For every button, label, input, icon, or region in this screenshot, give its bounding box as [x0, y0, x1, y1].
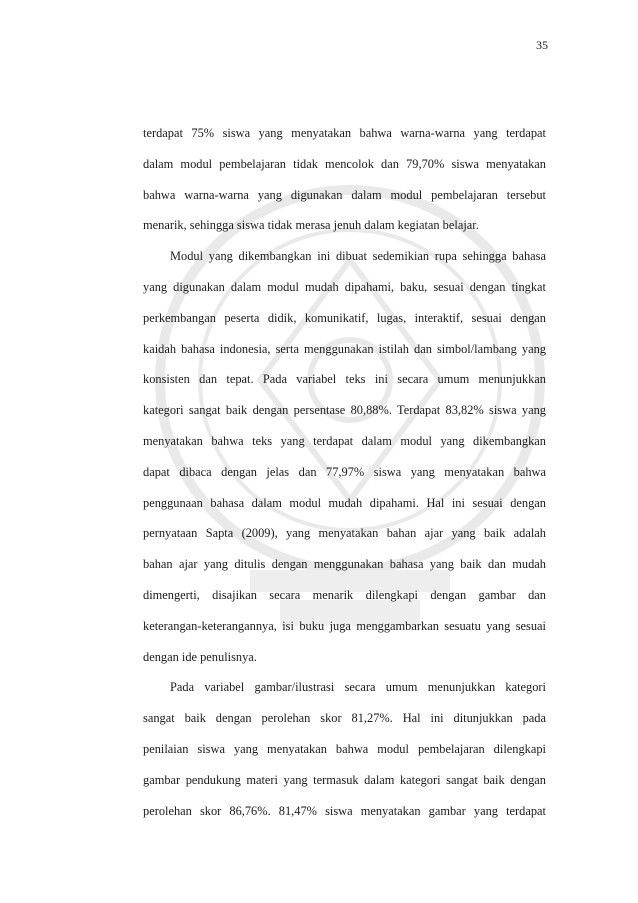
text-line: konsisten dan tepat. Pada variabel teks ini secara umum menunjukkan — [143, 372, 546, 387]
text-line: menarik, sehingga siswa tidak merasa jenuh dalam kegiatan belajar. — [143, 218, 479, 233]
text-line: penilaian siswa yang menyatakan bahwa modul pembelajaran dilengkapi — [143, 741, 546, 756]
text-line: gambar pendukung materi yang termasuk dalam kategori sangat baik dengan — [143, 772, 546, 787]
text-line: sangat baik dengan perolehan skor 81,27%. Hal ini ditunjukkan pada — [143, 711, 546, 726]
text-line: perolehan skor 86,76%. 81,47% siswa menyatakan gambar yang terdapat — [143, 803, 546, 818]
text-line: terdapat 75% siswa yang menyatakan bahwa warna-warna yang terdapat — [143, 126, 546, 140]
text-line: bahwa warna-warna yang digunakan dalam modul pembelajaran tersebut — [143, 187, 546, 202]
text-line: perkembangan peserta didik, komunikatif, lugas, interaktif, sesuai dengan — [143, 310, 546, 325]
text-line: menyatakan bahwa teks yang terdapat dalam modul yang dikembangkan — [143, 433, 546, 448]
text-line: Modul yang dikembangkan ini dibuat sedemikian rupa sehingga bahasa — [170, 249, 546, 264]
text-line: penggunaan bahasa dalam modul mudah dipahami. Hal ini sesuai dengan — [143, 495, 546, 510]
text-line: dimengerti, disajikan secara menarik dilengkapi dengan gambar dan — [143, 587, 546, 602]
paragraph — [143, 241, 546, 672]
text-line: dapat dibaca dengan jelas dan 77,97% siswa yang menyatakan bahwa — [143, 464, 546, 479]
text-line: yang digunakan dalam modul mudah dipahami, baku, sesuai dengan tingkat — [143, 279, 546, 294]
text-line: dengan ide penulisnya. — [143, 649, 257, 664]
page-number: 35 — [536, 38, 548, 52]
body-text — [143, 118, 546, 826]
text-line: dalam modul pembelajaran tidak mencolok dan 79,70% siswa menyatakan — [143, 156, 546, 171]
text-line: Pada variabel gambar/ilustrasi secara umum menunjukkan kategori — [170, 680, 546, 695]
text-line: bahan ajar yang ditulis dengan menggunakan bahasa yang baik dan mudah — [143, 557, 546, 572]
text-line: kaidah bahasa indonesia, serta menggunakan istilah dan simbol/lambang yang — [143, 341, 546, 356]
text-line: pernyataan Sapta (2009), yang menyatakan bahan ajar yang baik adalah — [143, 526, 546, 541]
paragraph — [143, 672, 546, 826]
text-line: keterangan-keterangannya, isi buku juga menggambarkan sesuatu yang sesuai — [143, 618, 546, 633]
paragraph — [143, 118, 546, 241]
text-line: kategori sangat baik dengan persentase 80,88%. Terdapat 83,82% siswa yang — [143, 403, 546, 418]
